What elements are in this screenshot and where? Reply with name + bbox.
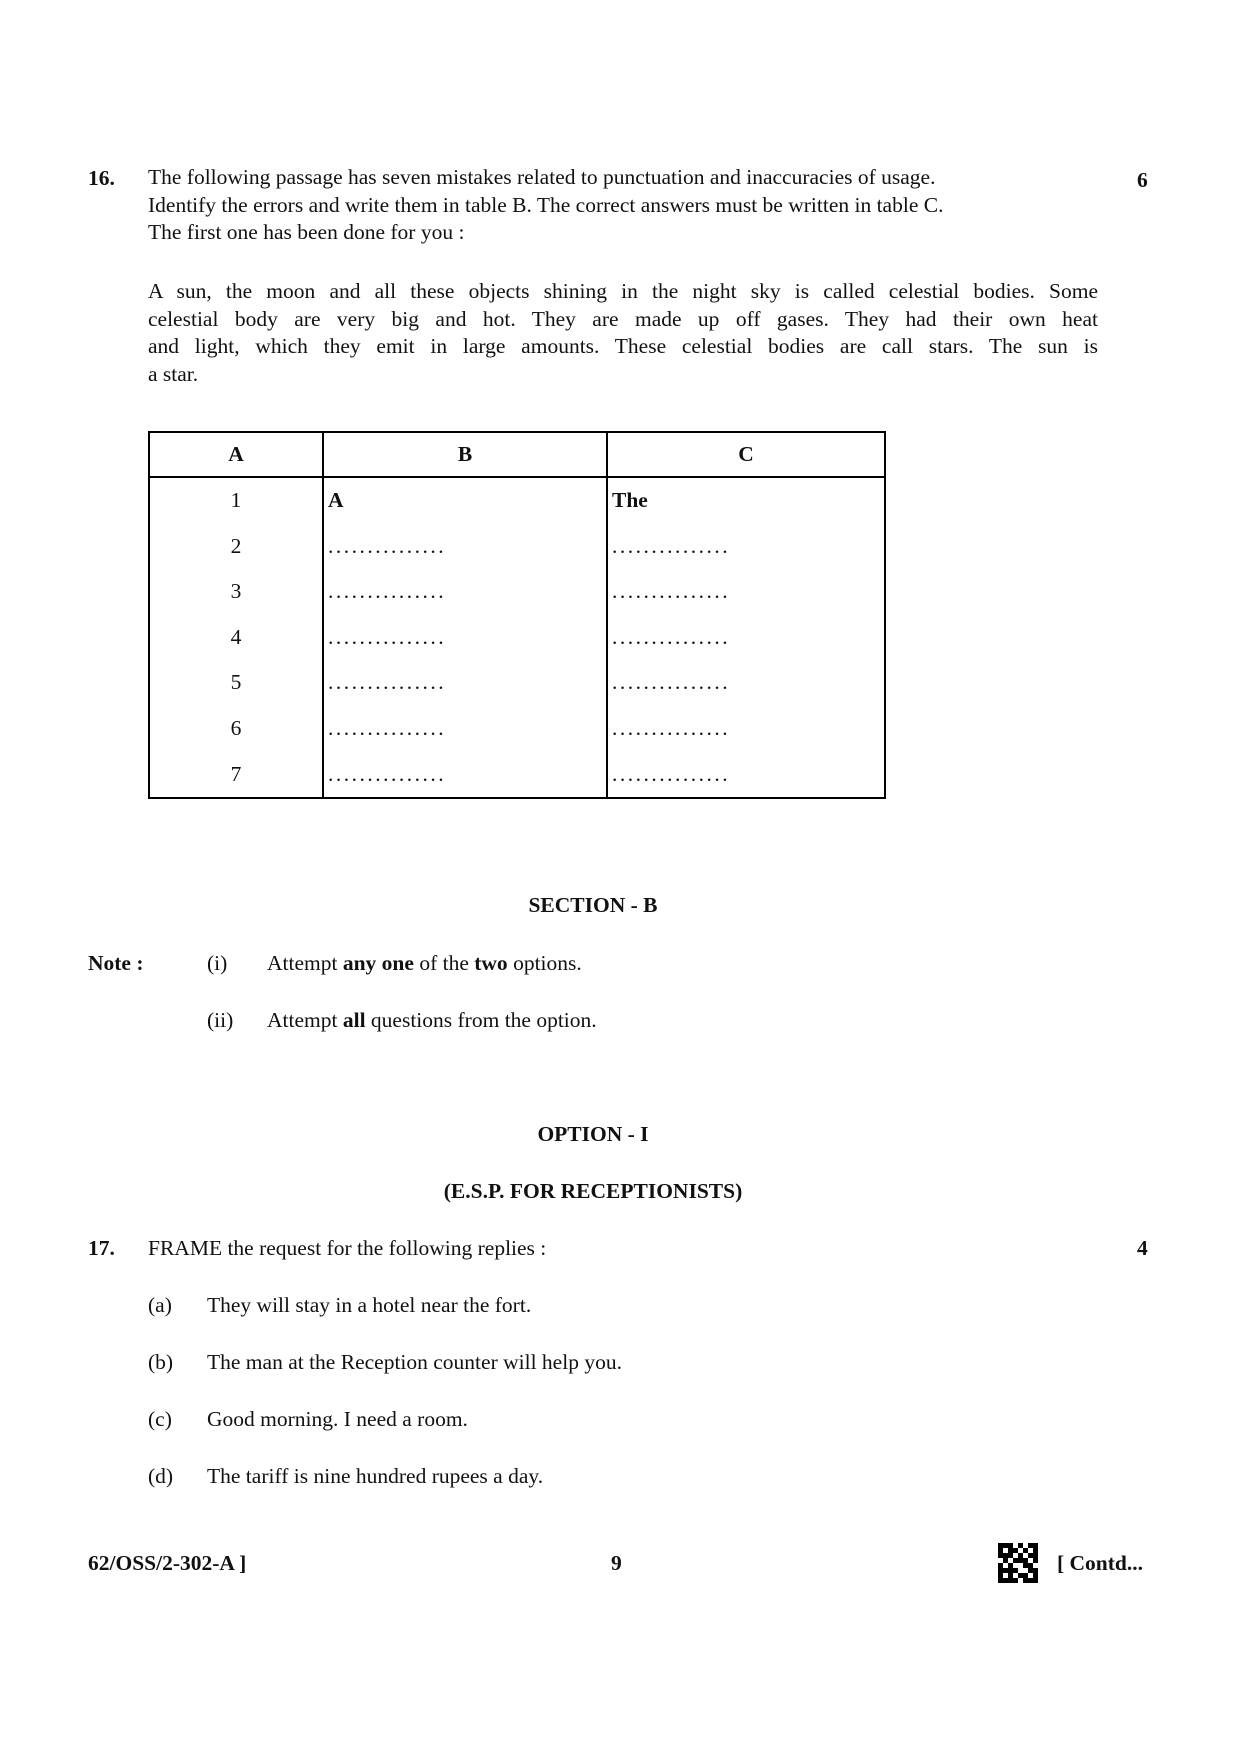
row-number: 7 xyxy=(230,761,242,786)
row-number: 4 xyxy=(230,624,242,649)
item-label: (d) xyxy=(148,1464,174,1488)
item-label: (a) xyxy=(148,1293,172,1317)
row-number: 5 xyxy=(230,670,242,695)
row-number: 2 xyxy=(230,533,242,558)
page-number: 9 xyxy=(611,1551,622,1575)
header-a: A xyxy=(149,432,323,477)
row-number: 1 xyxy=(230,488,242,512)
correction-column xyxy=(607,477,885,797)
question-17-prompt: FRAME the request for the following replies : xyxy=(148,1236,547,1260)
paper-code: 62/OSS/2-302-A ] xyxy=(88,1551,247,1575)
error-blank[interactable]: ............... xyxy=(328,670,447,695)
correction-blank[interactable]: ............... xyxy=(612,533,731,558)
header-c: C xyxy=(607,432,885,477)
answer-table-header-row xyxy=(149,432,885,477)
continued-label: [ Contd... xyxy=(1057,1551,1144,1575)
item-text: The man at the Reception counter will help you. xyxy=(207,1350,622,1374)
item-text: Good morning. I need a room. xyxy=(207,1407,468,1431)
note-item xyxy=(267,951,582,976)
error-blank[interactable]: ............... xyxy=(328,533,447,558)
note-text: options. xyxy=(507,951,582,975)
instruction-line: The following passage has seven mistakes related to punctuation and inaccuracies of usage. xyxy=(148,165,936,189)
note-item xyxy=(267,1008,597,1033)
qr-code-icon xyxy=(998,1543,1038,1583)
question-16-marks: 6 xyxy=(1137,168,1148,192)
error-blank[interactable]: ............... xyxy=(328,761,447,786)
row-number-cell xyxy=(149,477,323,797)
question-16-passage xyxy=(148,278,1098,388)
section-b-title: SECTION - B xyxy=(528,893,658,917)
error-blank[interactable]: ............... xyxy=(328,624,447,649)
header-b: B xyxy=(323,432,607,477)
correction-blank[interactable]: ............... xyxy=(612,761,731,786)
correction-blank[interactable]: ............... xyxy=(612,670,731,695)
passage-line: A sun, the moon and all these objects shining in the night sky is called celestial bodies. Some xyxy=(148,279,1098,303)
question-16-number: 16. xyxy=(88,166,115,190)
note-number: (i) xyxy=(207,951,228,975)
error-blank[interactable]: ............... xyxy=(328,715,447,740)
correction-blank[interactable]: ............... xyxy=(612,715,731,740)
passage-line: and light, which they emit in large amounts. These celestial bodies are call stars. The sun is xyxy=(148,334,1098,358)
note-text: Attempt xyxy=(267,951,343,975)
instruction-line: Identify the errors and write them in table B. The correct answers must be written in table C. xyxy=(148,192,944,217)
item-label: (b) xyxy=(148,1350,174,1374)
row-number: 6 xyxy=(230,715,242,740)
item-label: (c) xyxy=(148,1407,172,1431)
correction-blank[interactable]: ............... xyxy=(612,624,731,649)
correction-blank[interactable]: ............... xyxy=(612,579,731,604)
note-label: Note : xyxy=(88,951,144,975)
correction-cell: The xyxy=(612,488,648,512)
note-text: Attempt xyxy=(267,1008,343,1032)
question-17-number: 17. xyxy=(88,1236,115,1260)
note-text: of the xyxy=(413,951,475,975)
passage-line: a star. xyxy=(148,361,199,386)
note-emphasis: any one xyxy=(342,951,414,975)
question-16-instructions xyxy=(148,164,1098,247)
error-cell: A xyxy=(328,488,344,512)
note-text: questions from the option. xyxy=(365,1008,597,1032)
item-text: The tariff is nine hundred rupees a day. xyxy=(207,1464,544,1488)
error-blank[interactable]: ............... xyxy=(328,579,447,604)
option-subtitle: (E.S.P. FOR RECEPTIONISTS) xyxy=(443,1179,743,1203)
item-text: They will stay in a hotel near the fort. xyxy=(207,1293,532,1317)
question-17-marks: 4 xyxy=(1137,1236,1148,1260)
instruction-line: The first one has been done for you : xyxy=(148,220,465,244)
option-title: OPTION - I xyxy=(537,1122,649,1146)
passage-line: celestial body are very big and hot. They are made up off gases. They had their own heat xyxy=(148,306,1098,331)
note-emphasis: two xyxy=(474,951,508,975)
error-column xyxy=(323,477,607,797)
note-number: (ii) xyxy=(207,1008,234,1032)
row-number: 3 xyxy=(230,579,242,604)
answer-table xyxy=(148,431,886,799)
note-emphasis: all xyxy=(342,1008,366,1032)
table-row xyxy=(149,477,885,797)
